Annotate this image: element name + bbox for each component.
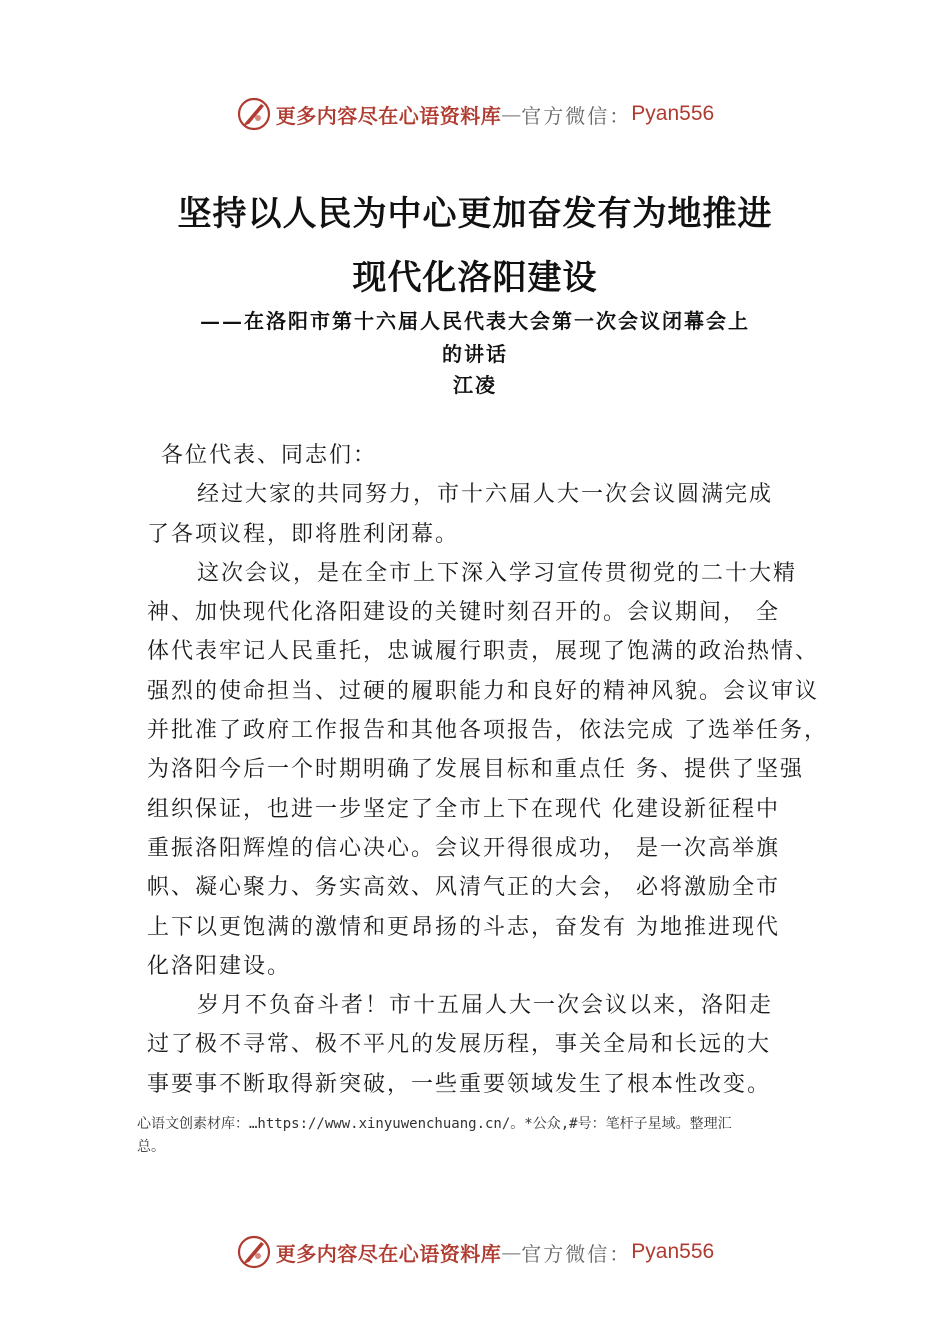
body-line: 这次会议，是在全市上下深入学习宣传贯彻党的二十大精 xyxy=(197,560,798,586)
wechat-id: Pyan556 xyxy=(631,102,715,125)
footer-banner xyxy=(0,1230,950,1274)
subtitle-line-2: 的讲话 xyxy=(442,342,508,366)
body-line: 体代表牢记人民重托，忠诚履行职责，展现了饱满的政治热情、 xyxy=(147,639,820,665)
page-title-line-1: 坚持以人民为中心更加奋发有为地推进 xyxy=(177,194,773,234)
body-line: 为洛阳今后一个时期明确了发展目标和重点任 务、提供了坚强 xyxy=(147,757,804,783)
body-line: 岁月不负奋斗者！市十五届人大一次会议以来，洛阳走 xyxy=(197,993,774,1019)
body-line: 并批准了政府工作报告和其他各项报告，依法完成 了选举任务， xyxy=(147,718,828,744)
brand-text: 更多内容尽在心语资料库 xyxy=(275,103,502,128)
source-footnote xyxy=(137,1113,827,1159)
brand-text: 更多内容尽在心语资料库 xyxy=(275,1241,502,1266)
salutation: 各位代表、同志们： xyxy=(161,443,378,468)
body-line: 了各项议程，即将胜利闭幕。 xyxy=(147,521,460,547)
separator-dash: — xyxy=(501,102,522,126)
body-line: 神、加快现代化洛阳建设的关键时刻召开的。会议期间， 全 xyxy=(147,600,780,626)
body-line: 化洛阳建设。 xyxy=(147,953,292,979)
author-name: 江凌 xyxy=(453,373,497,397)
body-line: 事要事不断取得新突破，一些重要领域发生了根本性改变。 xyxy=(147,1071,772,1097)
wechat-label: 官方微信： xyxy=(521,103,632,128)
speech-body xyxy=(147,436,847,1104)
footnote-line-1: 心语文创素材库：…https://www.xinyuwenchuang.cn/。*公众,#号：笔杆子星域。整理汇 xyxy=(137,1116,732,1132)
body-line: 上下以更饱满的激情和更昂扬的斗志，奋发有 为地推进现代 xyxy=(147,914,780,940)
body-line: 经过大家的共同努力，市十六届人大一次会议圆满完成 xyxy=(197,482,774,508)
body-line: 重振洛阳辉煌的信心决心。会议开得很成功， 是一次高举旗 xyxy=(147,835,780,861)
subtitle-line-1: ——在洛阳市第十六届人民代表大会第一次会议闭幕会上 xyxy=(200,309,750,333)
separator-dash: — xyxy=(501,1240,522,1264)
quill-logo-icon xyxy=(236,96,272,132)
page-title-line-2: 现代化洛阳建设 xyxy=(352,258,598,298)
footnote-line-2: 总。 xyxy=(137,1139,165,1155)
wechat-label: 官方微信： xyxy=(521,1241,632,1266)
body-line: 强烈的使命担当、过硬的履职能力和良好的精神风貌。会议审议 xyxy=(147,678,820,704)
wechat-id: Pyan556 xyxy=(631,1240,715,1263)
body-line: 帜、凝心聚力、务实高效、风清气正的大会， 必将激励全市 xyxy=(147,875,780,901)
body-line: 组织保证，也进一步坚定了全市上下在现代 化建设新征程中 xyxy=(147,796,780,822)
header-banner xyxy=(0,92,950,136)
quill-logo-icon xyxy=(236,1234,272,1270)
body-line: 过了极不寻常、极不平凡的发展历程，事关全局和长远的大 xyxy=(147,1032,772,1058)
